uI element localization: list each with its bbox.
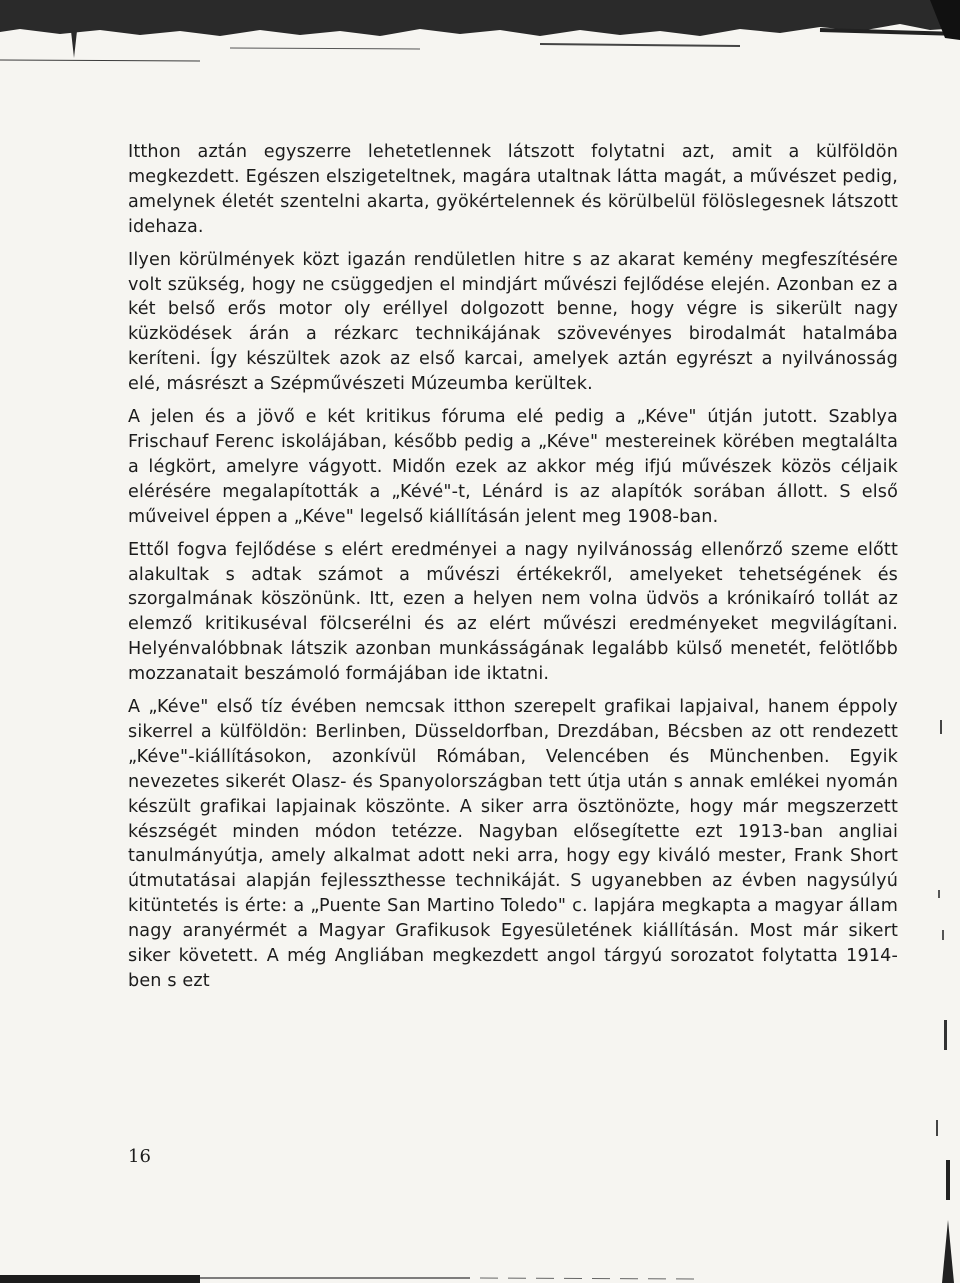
scan-margin-marks — [930, 600, 960, 1283]
paragraph-4: Ettől fogva fejlődése s elért eredményei a nagy nyilvánosság ellenőrző szeme előtt alakultak s adtak számot a művészi értékekről, amelyeket tehetségének és szorgalmának köszönünk. Itt, ezen a helyen nem volna üdvös a krónikaíró tollát az elemző kritikuséval fölcserélni és az elért művészi eredményeket megvilágítani. Helyénvalóbbnak látszik azonban munkásságának legalább külső menetét, felötlőbb mozzanatait beszámoló formájában ide iktatni. — [128, 539, 898, 685]
paragraph-1: Itthon aztán egyszerre lehetetlennek látszott folytatni azt, amit a külföldön megkezdett. Egészen elszigeteltnek, magára utaltnak látta magát, a művészet pedig, amelynek életét szentelni akarta, gyökértelennek és körülbelül fölöslegesnek látszott idehaza. — [128, 142, 898, 237]
scan-edge-top — [0, 0, 960, 70]
scan-edge-bottom — [0, 1265, 960, 1283]
page-number: 16 — [128, 1146, 151, 1167]
paragraph-2: Ilyen körülmények közt igazán rendületlen hitre s az akarat kemény megfeszítésére volt szükség, hogy ne csüggedjen el mindjárt művészi fejlődése elején. Azonban ez a két belső erős motor oly eréllyel dolgozott benne, hogy végre is sikerült nagy küzködések árán a rézkarc technikájának szövevényes birodalmát hatalmába keríteni. Így készültek azok az első karcai, amelyek aztán egyrészt a nyilvánosság elé, másrészt a Szépművészeti Múzeumba kerültek. — [128, 249, 898, 395]
paragraph-5: A „Kéve" első tíz évében nemcsak itthon szerepelt grafikai lapjaival, hanem éppoly sikerrel a külföldön: Berlinben, Düsseldorfban, Drezdában, Bécsben az ott rendezett „Kéve"-kiállításokon, azonkívül Rómában, Velencében és Münchenben. Egyik nevezetes sikerét Olasz- és Spanyolországban tett útja után s annak emlékei nyomán készült grafikai lapjainak köszönte. A siker arra ösztönözte, hogy már megszerzett készségét minden módon tetézze. Nagyban elősegítette ezt 1913-ban angliai tanulmányútja, amely alkalmat adott neki arra, hogy egy kiváló mester, Frank Short útmutatásai alapján fejlesszthesse technikáját. S ugyanebben az évben nagysúlyú kitüntetés is érte: a „Puente San Martino Toledo" c. lapjára megkapta a magyar állam nagy aranyérmét a Magyar Grafikusok Egyesületének kiállításán. Most már sikert siker követett. A még Angliában megkezdett angol tárgyú sorozatot folytatta 1914-ben s ezt — [128, 697, 898, 991]
body-text — [128, 140, 898, 994]
paragraph-3: A jelen és a jövő e két kritikus fóruma elé pedig a „Kéve" útján jutott. Szablya Frischauf Ferenc iskolájában, később pedig a „Kéve" mestereinek körében megtalálta a légkört, amelyre vágyott. Midőn ezek az akkor még ifjú művészek közös céljaik elérésére megalapították a „Kévé"-t, Lénárd is az alapítók sorában állott. S első műveivel éppen a „Kéve" legelső kiállításán jelent meg 1908-ban. — [128, 407, 898, 527]
